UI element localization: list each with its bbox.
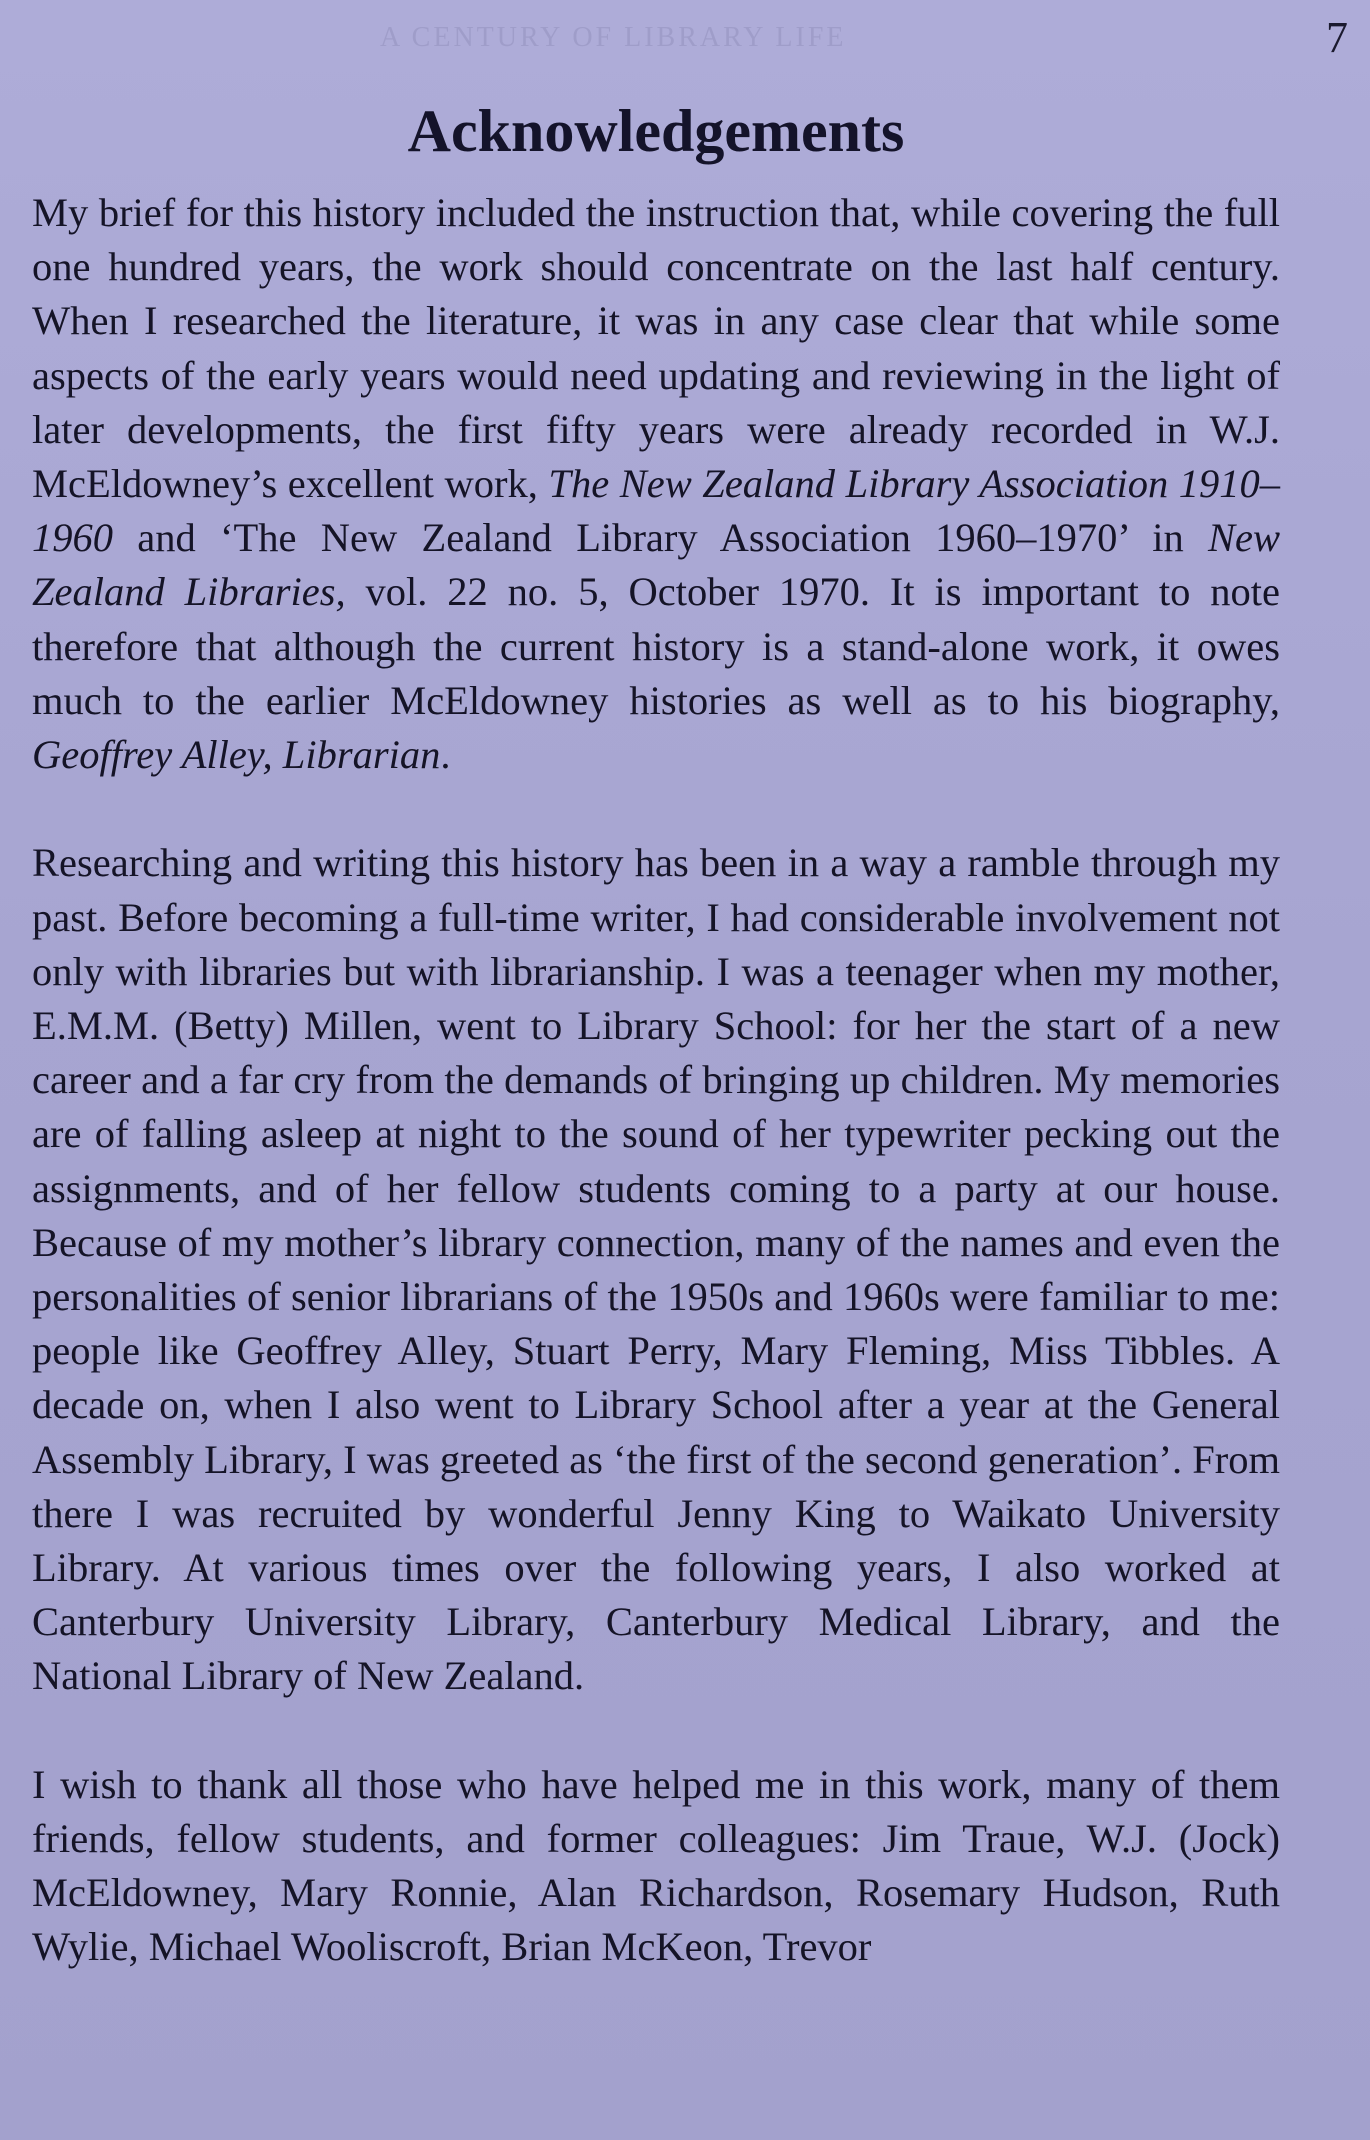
paragraph-brief — [32, 186, 1280, 782]
text-run: My brief for this history included the instruction that, while covering the full one hundred years, the work should concentrate on the last half century. When I researched the literature, it was in any case clear that while some aspects of the early years would need updating and reviewing in the light of later developments, the first fifty years were already recorded in W.J. McEldowney’s excellent work, — [32, 190, 1280, 507]
running-head-bleedthrough: A CENTURY OF LIBRARY LIFE — [380, 22, 847, 53]
text-run: vol. 22 no. 5, October 1970. It is important to note therefore that although the current history is a stand-alone work, it owes much to the earlier McEldowney histories as well as to his biography, — [32, 569, 1280, 723]
text-run: . — [440, 732, 451, 778]
journal-title-nz-libraries: New Zealand Libraries, — [32, 515, 1280, 615]
body-text — [32, 186, 1280, 1975]
page-title: Acknowledgements — [407, 98, 905, 164]
book-title-nzla-1910-1960: The New Zealand Library Association 1910–1960 — [32, 461, 1281, 561]
text-run: and ‘The New Zealand Library Association 1960–1970’ in — [113, 515, 1208, 561]
paragraph-thanks: I wish to thank all those who have helped me in this work, many of them friends, fellow students, and former colleagues: Jim Traue, W.J. (Jock) McEldowney, Mary Ronnie, Alan Richardson, Rosemary Hudson, Ruth Wylie, Michael Wooliscroft, Brian McKeon, Trevor — [32, 1761, 1280, 1970]
book-title-geoffrey-alley: Geoffrey Alley, Librarian — [32, 732, 441, 778]
page-number: 7 — [1326, 13, 1348, 62]
paragraph-ramble: Researching and writing this history has been in a way a ramble through my past. Before becoming a full-time writer, I had considerable involvement not only with libraries but with librarianship. I was a teenager when my mother, E.M.M. (Betty) Millen, went to Library School: for her the start of a new career and a far cry from the demands of bringing up children. My memories are of falling asleep at night to the sound of her typewriter pecking out the assignments, and of her fellow students coming to a party at our house. Because of my mother’s library connection, many of the names and even the personalities of senior librarians of the 1950s and 1960s were familiar to me: people like Geoffrey Alley, Stuart Perry, Mary Fleming, Miss Tibbles. A decade on, when I also went to Library School after a year at the General Assembly Library, I was greeted as ‘the first of the second generation’. From there I was recruited by wonderful Jenny King to Waikato University Library. At various times over the following years, I also worked at Canterbury University Library, Canterbury Medical Library, and the National Library of New Zealand. — [32, 840, 1280, 1699]
